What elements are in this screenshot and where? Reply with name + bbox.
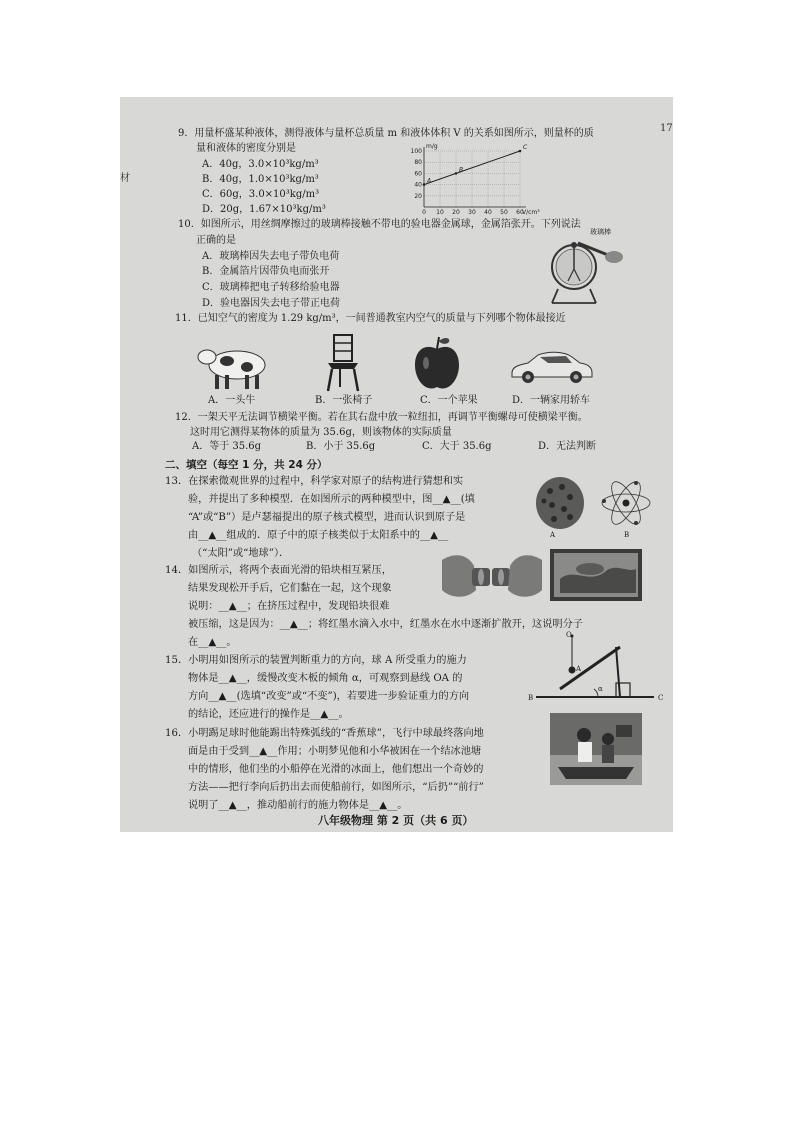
margin-note-left: 材 (120, 173, 130, 184)
q13-line3: “A”或“B”）是卢瑟福提出的原子核式模型，进而认识到原子是 (188, 512, 466, 523)
y-tick-label: 100 (410, 148, 422, 155)
point-label: A (427, 177, 432, 185)
q9-option-b: B．40g，1.0×10³kg/m³ (202, 174, 319, 185)
label-c: C (658, 694, 664, 702)
hand (605, 251, 623, 263)
gravity-direction-figure (530, 627, 660, 707)
fig-a-label: A (550, 531, 556, 539)
ball-a (569, 667, 576, 674)
margin-note-right: 17 (660, 123, 673, 134)
electroscope-figure (548, 233, 628, 313)
q12-option-d: D．无法判断 (538, 441, 597, 452)
y-axis-label: m/g (426, 143, 438, 150)
car-image (508, 347, 594, 387)
y-tick-label: 40 (414, 181, 422, 189)
exam-page (120, 97, 673, 832)
q12-option-c: C．大于 35.6g (422, 441, 492, 452)
tilted-board (560, 647, 620, 689)
chart-grid (424, 151, 520, 207)
q14-line5: 在__▲__。 (188, 637, 237, 648)
label-a: A (576, 665, 582, 673)
data-point (423, 183, 426, 186)
q14-line4: 被压缩，这是因为：__▲__；将红墨水滴入水中，红墨水在水中逐渐扩散开，这说明分子 (188, 619, 583, 630)
q16-line5: 说明了__▲__，推动船前行的施力物体是__▲__。 (188, 800, 408, 811)
label-o: O (566, 631, 572, 639)
q11-option-d: D．一辆家用轿车 (512, 395, 591, 406)
q12-option-b: B．小于 35.6g (306, 441, 376, 452)
x-tick-label: 0 (422, 209, 426, 215)
x-tick-label: 40 (484, 209, 492, 215)
q10-option-a: A．玻璃棒因失去电子带负电荷 (202, 251, 340, 262)
y-tick-label: 80 (414, 159, 422, 167)
q14-line2: 结果发现松开手后，它们黏在一起，这个现象 (188, 583, 392, 594)
q10-stem-line2: 正确的是 (196, 235, 236, 246)
electroscope-stand (552, 289, 596, 303)
q14-line1: 14．如图所示，将两个表面光滑的铅块相互紧压， (165, 565, 392, 576)
q10-option-c: C．玻璃棒把电子转移给验电器 (202, 282, 340, 293)
q16-line3: 中的情形，他们坐的小船停在光滑的冰面上，他们想出一个奇妙的 (188, 764, 484, 775)
x-tick-label: 20 (452, 209, 460, 215)
q13-line1: 13．在探索微观世界的过程中，科学家对原子的结构进行猜想和实 (165, 476, 464, 487)
q11-stem: 11．已知空气的密度为 1.29 kg/m³，一间普通教室内空气的质量与下列哪个物体最接近 (175, 313, 566, 324)
q10-stem-line1: 10．如图所示，用丝绸摩擦过的玻璃棒接触不带电的验电器金属球，金属箔张开。下列说法 (178, 219, 581, 230)
q9-option-c: C．60g，3.0×10³kg/m³ (202, 189, 320, 200)
atom-models-figure (532, 475, 656, 535)
q9-stem-line2: 量和液体的密度分别是 (196, 143, 296, 154)
chair-image (320, 333, 368, 393)
q14-line3: 说明：__▲__；在挤压过程中，发现铅块很难 (188, 601, 390, 612)
label-alpha: α (598, 685, 603, 693)
q12-stem-line1: 12．一架天平无法调节横梁平衡。若在其右盘中放一粒纽扣，再调节平衡螺母可使横梁平衡。 (175, 412, 588, 423)
q15-line2: 物体是__▲__，缓慢改变木板的倾角 α，可观察到悬线 OA 的 (188, 673, 463, 684)
q13-line4: 由__▲__组成的．原子中的原子核类似于太阳系中的__▲__ (188, 530, 449, 541)
q10-option-d: D．验电器因失去电子带正电荷 (202, 298, 341, 309)
y-tick-label: 60 (414, 170, 422, 178)
q11-option-a: A．一头牛 (208, 395, 256, 406)
q13-line5: （“太阳”或“地球”）． (192, 548, 290, 559)
q11-option-b: B．一张椅子 (315, 395, 373, 406)
q16-line4: 方法——把行李向后扔出去而使船前行，如图所示，“后扔”“前行” (188, 782, 484, 793)
fig-b-label: B (624, 531, 630, 539)
data-point (455, 172, 458, 175)
y-tick-label: 20 (414, 192, 422, 200)
point-label: C (523, 144, 528, 151)
q9-option-a: A．40g，3.0×10³kg/m³ (202, 159, 319, 170)
x-axis-label: V/cm³ (522, 209, 540, 215)
apple-image (410, 335, 464, 393)
data-point (519, 150, 522, 153)
q16-line1: 16．小明踢足球时他能踢出特殊弧线的“香蕉球”，飞行中球最终落向地 (165, 728, 484, 739)
q15-line3: 方向__▲__(选填“改变”或“不变”)，若要进一步验证重力的方向 (188, 691, 470, 702)
q10-option-b: B．金属箔片因带负电而张开 (202, 266, 330, 277)
q9-option-d: D．20g，1.67×10³kg/m³ (202, 204, 326, 215)
glass-rod-label: 玻璃棒 (590, 228, 611, 236)
boat-on-ice-photo (550, 713, 642, 785)
q15-line1: 15．小明用如图所示的装置判断重力的方向，球 A 所受重力的施力 (165, 655, 467, 666)
q12-stem-line2: 这时用它测得某物体的质量为 35.6g，则该物体的实际质量 (190, 427, 452, 438)
q9-stem-line1: 9．用量杯盛某种液体，测得液体与量杯总质量 m 和液体体积 V 的关系如图所示，则量杯的质 (178, 128, 594, 139)
chart-labels (411, 143, 541, 215)
q12-option-a: A．等于 35.6g (192, 441, 262, 452)
ink-diffusion-photo (550, 549, 642, 601)
x-tick-label: 50 (500, 209, 508, 215)
q11-option-c: C．一个苹果 (420, 395, 478, 406)
cow-image (197, 337, 277, 392)
label-b: B (528, 694, 534, 702)
page-footer: 八年级物理 第 2 页（共 6 页） (318, 814, 474, 827)
chart-axes (424, 147, 526, 207)
mass-volume-chart (402, 143, 542, 215)
q16-line2: 面是由于受到__▲__作用；小明梦见他和小华被困在一个结冰池塘 (188, 746, 482, 757)
x-tick-label: 30 (468, 209, 476, 215)
q13-line2: 验，并提出了多种模型．在如图所示的两种模型中，图__▲__(填 (188, 494, 475, 505)
electroscope-ball (571, 242, 577, 248)
x-tick-label: 60 (516, 209, 524, 215)
x-tick-label: 10 (436, 209, 444, 215)
lead-blocks-figure (440, 550, 544, 602)
point-label: B (459, 166, 464, 174)
q15-line4: 的结论，还应进行的操作是__▲__。 (188, 709, 349, 720)
section-2-heading: 二、填空（每空 1 分，共 24 分） (165, 459, 328, 471)
